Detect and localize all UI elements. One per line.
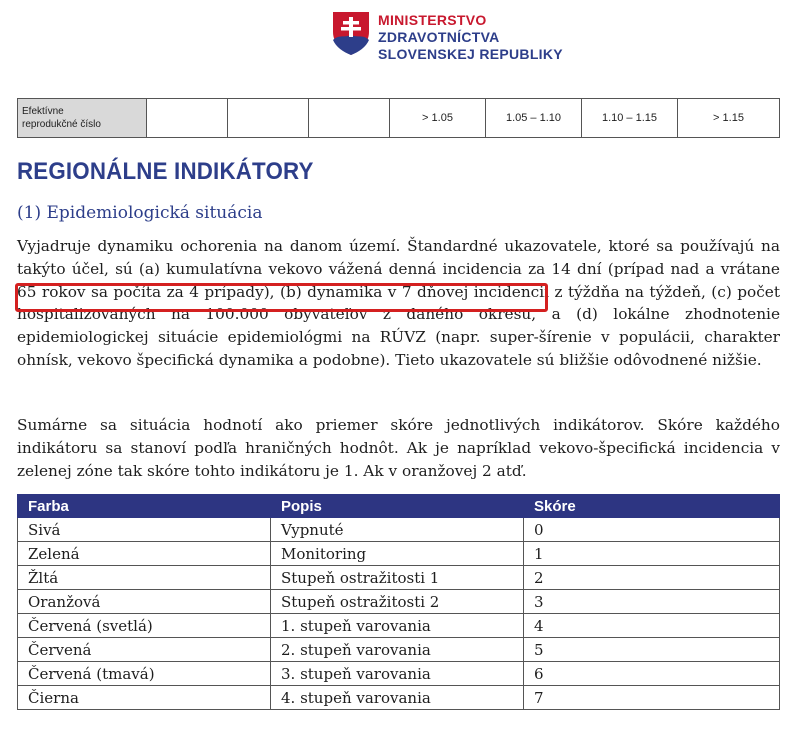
- table-cell: > 1.15: [678, 99, 780, 138]
- cell-score: 4: [524, 614, 780, 638]
- cell-score: 2: [524, 566, 780, 590]
- cell-color: Červená (svetlá): [18, 614, 271, 638]
- cell-color: Zelená: [18, 542, 271, 566]
- table-row: [18, 99, 780, 138]
- r-label-line-1: Efektívne: [22, 106, 64, 117]
- table-row: [18, 518, 780, 542]
- ministry-name: [378, 12, 563, 63]
- cell-score: 6: [524, 662, 780, 686]
- column-header-score: Skóre: [524, 495, 780, 518]
- slovak-coat-of-arms-logo: [329, 10, 373, 56]
- cell-color: Červená: [18, 638, 271, 662]
- section-heading: REGIONÁLNE INDIKÁTORY: [17, 158, 314, 185]
- r-label-line-2: reprodukčné číslo: [22, 119, 101, 130]
- ministry-line-1: MINISTERSTVO: [378, 12, 487, 28]
- table-cell: 1.05 – 1.10: [486, 99, 582, 138]
- table-row: [18, 686, 780, 710]
- cell-score: 0: [524, 518, 780, 542]
- cell-description: Stupeň ostražitosti 1: [271, 566, 524, 590]
- table-cell: 1.10 – 1.15: [582, 99, 678, 138]
- cell-color: Oranžová: [18, 590, 271, 614]
- table-row: [18, 590, 780, 614]
- cell-description: Monitoring: [271, 542, 524, 566]
- cell-color: Žltá: [18, 566, 271, 590]
- cell-description: 4. stupeň varovania: [271, 686, 524, 710]
- cell-color: Červená (tmavá): [18, 662, 271, 686]
- cell-description: 1. stupeň varovania: [271, 614, 524, 638]
- column-header-color: Farba: [18, 495, 271, 518]
- cell-color: Čierna: [18, 686, 271, 710]
- table-cell: [228, 99, 309, 138]
- red-highlight-box: [15, 283, 548, 312]
- cell-score: 3: [524, 590, 780, 614]
- table-cell: [147, 99, 228, 138]
- table-row: [18, 614, 780, 638]
- reproduction-number-table: [17, 98, 780, 138]
- r-table-label: [18, 99, 147, 138]
- paragraph-score-summary: Sumárne sa situácia hodnotí ako priemer skóre jednotlivých indikátorov. Skóre každého indikátoru sa stanoví podľa hraničných hodnôt. Ak je napríklad vekovo-špecifická incidencia v zelenej zóne tak skóre tohto indikátoru je 1. Ak v oranžovej 2 atď.: [17, 416, 780, 480]
- cell-description: 3. stupeň varovania: [271, 662, 524, 686]
- table-cell: > 1.05: [390, 99, 486, 138]
- cell-score: 7: [524, 686, 780, 710]
- ministry-line-2: ZDRAVOTNÍCTVA: [378, 29, 500, 45]
- paragraph-epidemiological-situation: Vyjadruje dynamiku ochorenia na danom území. Štandardné ukazovatele, ktoré sa používajú na takýto účel, sú (a) kumulatívna vekovo vážená denná incidencia za 14 dní (prípad nad a vrátane 65 rokov sa počíta za 4 prípady), (b) dynamika v 7 dňovej incidencii z týždňa na týždeň, (c) počet hospitalizovaných na 100.000 obyvateľov z daného okresu, a (d) lokálne zhodnotenie epidemiologickej situácie epidemiológmi na RÚVZ (napr. super-šírenie v populácii, charakter ohnísk, vekovo špecifická dynamika a podobne). Tieto ukazovatele sú bližšie odôvodnené nižšie.: [17, 237, 780, 369]
- score-table: [17, 494, 780, 710]
- cell-description: 2. stupeň varovania: [271, 638, 524, 662]
- table-cell: [309, 99, 390, 138]
- table-row: [18, 662, 780, 686]
- cell-description: Vypnuté: [271, 518, 524, 542]
- cell-score: 5: [524, 638, 780, 662]
- table-header-row: [18, 495, 780, 518]
- ministry-line-3: SLOVENSKEJ REPUBLIKY: [378, 46, 563, 62]
- table-row: [18, 542, 780, 566]
- cell-color: Sivá: [18, 518, 271, 542]
- column-header-description: Popis: [271, 495, 524, 518]
- cell-description: Stupeň ostražitosti 2: [271, 590, 524, 614]
- table-row: [18, 638, 780, 662]
- section-subheading: (1) Epidemiologická situácia: [17, 203, 263, 223]
- table-row: [18, 566, 780, 590]
- cell-score: 1: [524, 542, 780, 566]
